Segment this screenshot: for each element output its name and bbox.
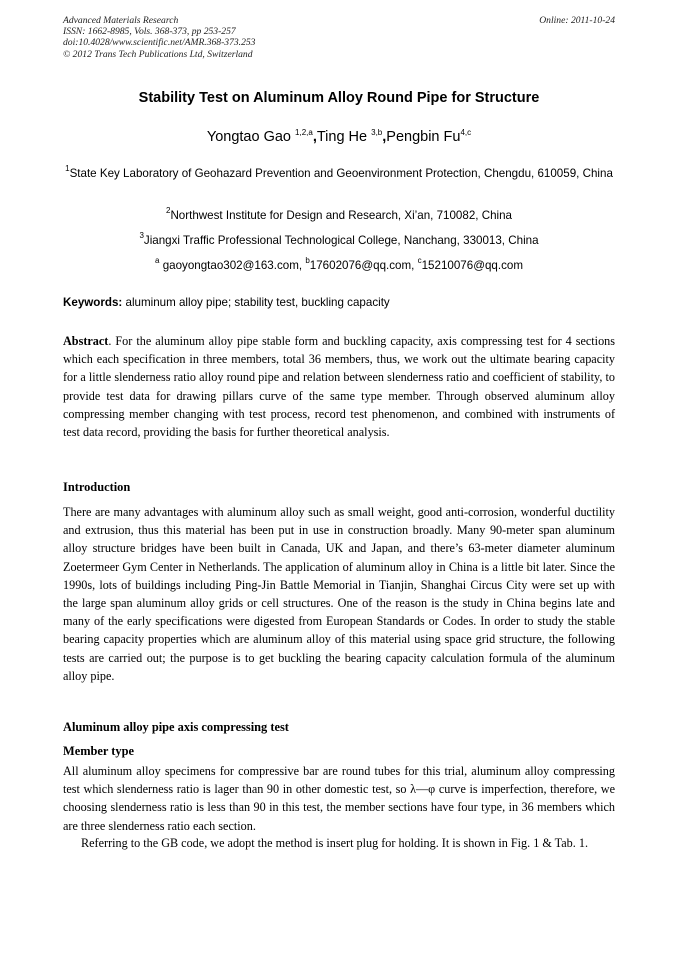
email-address: gaoyongtao302@163.com, xyxy=(159,259,306,272)
keywords-label: Keywords: xyxy=(63,296,123,309)
affiliation-marker: 1 xyxy=(65,164,70,173)
copyright-line: © 2012 Trans Tech Publications Ltd, Switzerland xyxy=(63,48,253,60)
section-heading: Aluminum alloy pipe axis compressing test xyxy=(63,720,289,734)
affiliation-3 xyxy=(63,232,615,250)
journal-header xyxy=(63,15,615,60)
affiliation-marker: 3 xyxy=(139,231,144,240)
introduction-heading: Introduction xyxy=(63,480,131,494)
email-address: 15210076@qq.com xyxy=(421,259,523,272)
email-marker: c xyxy=(417,256,422,265)
journal-name: Advanced Materials Research xyxy=(63,15,179,26)
author-separator: , xyxy=(382,129,387,145)
affiliation-2 xyxy=(63,207,615,225)
author-list xyxy=(0,129,678,145)
subsection-heading: Member type xyxy=(63,744,134,758)
affiliation-1 xyxy=(63,165,615,183)
affiliation-text: State Key Laboratory of Geohazard Prevention and Geoenvironment Protection, Chengdu, 610059, China xyxy=(69,167,613,180)
paper-title: Stability Test on Aluminum Alloy Round Pipe for Structure xyxy=(138,90,540,106)
author-name: Pengbin Fu xyxy=(386,129,461,145)
author-affiliation-marker: 4,c xyxy=(460,128,472,137)
abstract-label: Abstract xyxy=(63,334,109,348)
affiliation-text: Northwest Institute for Design and Research, Xi’an, 710082, China xyxy=(170,209,513,222)
keywords-text: aluminum alloy pipe; stability test, buckling capacity xyxy=(122,296,390,309)
introduction-text: There are many advantages with aluminum alloy such as small weight, good anti-corrosion, wonderful ductility and extrusion, thus this material has been put in use in construction broadly. Many 90-meter span aluminum alloy structure bridges have been built in Canada, UK and Japan, and there’s 63-meter diameter aluminum Zoetermeer Gym Center in Netherlands. The application of aluminum alloy in China is a little bit later. Since the 1990s, lots of buildings including Ping-Jin Battle Memorial in Tianjin, Shanghai Circus City were set up with the large span aluminum alloy grids or cell structures. One of the reason is the study in China begins late and many of the early specifications were digested from European Standards or Codes. In order to study the stable bearing capacity properties which are aluminum alloy of this material using space grid structure, the following tests are carried out; the purpose is to get buckling the bearing capacity calculation formula of the aluminum alloy pipe. xyxy=(63,505,615,683)
email-marker: b xyxy=(305,256,310,265)
author-affiliation-marker: 3,b xyxy=(371,128,383,137)
keywords xyxy=(63,296,615,309)
affiliation-marker: 2 xyxy=(165,206,171,215)
issn-line: ISSN: 1662-8985, Vols. 368-373, pp 253-257 xyxy=(63,26,236,38)
affiliation-text: Jiangxi Traffic Professional Technological College, Nanchang, 330013, China xyxy=(143,234,539,247)
abstract xyxy=(63,332,615,441)
email-marker: a xyxy=(155,256,160,265)
author-separator: , xyxy=(312,129,317,145)
author-affiliation-marker: 1,2,a xyxy=(295,128,313,137)
author-name: Yongtao Gao xyxy=(206,129,296,145)
email-line xyxy=(63,257,615,275)
author-name: Ting He xyxy=(316,129,372,145)
member-type-text: All aluminum alloy specimens for compressive bar are round tubes for this trial, aluminum alloy compressing test which slenderness ratio is lager than 90 in other domestic test, so λ—φ curve is imperfection, therefore, we choosing slenderness ratio is less than 90 in this test, the member sections have four type, in 36 members which are three slenderness ratio each section. xyxy=(63,764,615,833)
member-type-text-2: Referring to the GB code, we adopt the method is insert plug for holding. It is shown in Fig. 1 & Tab. 1. xyxy=(81,836,589,850)
online-date: Online: 2011-10-24 xyxy=(539,15,615,26)
abstract-text: . For the aluminum alloy pipe stable form and buckling capacity, axis compressing test for 4 sections which each specification in three members, total 36 members, thus, we work out the ultimate bearing capacity for a little slenderness ratio alloy round pipe and relation between slenderness ratio and coefficient of stability, to provide test data for drawing pillars curve of the same type member. Through observed aluminum alloy compressing member changing with test process, record test phenomenon, and combined with instruments of test data record, providing the basis for further theoretical analysis. xyxy=(63,334,615,440)
doi-line: doi:10.4028/www.scientific.net/AMR.368-373.253 xyxy=(63,37,256,49)
email-address: 17602076@qq.com, xyxy=(309,259,418,272)
